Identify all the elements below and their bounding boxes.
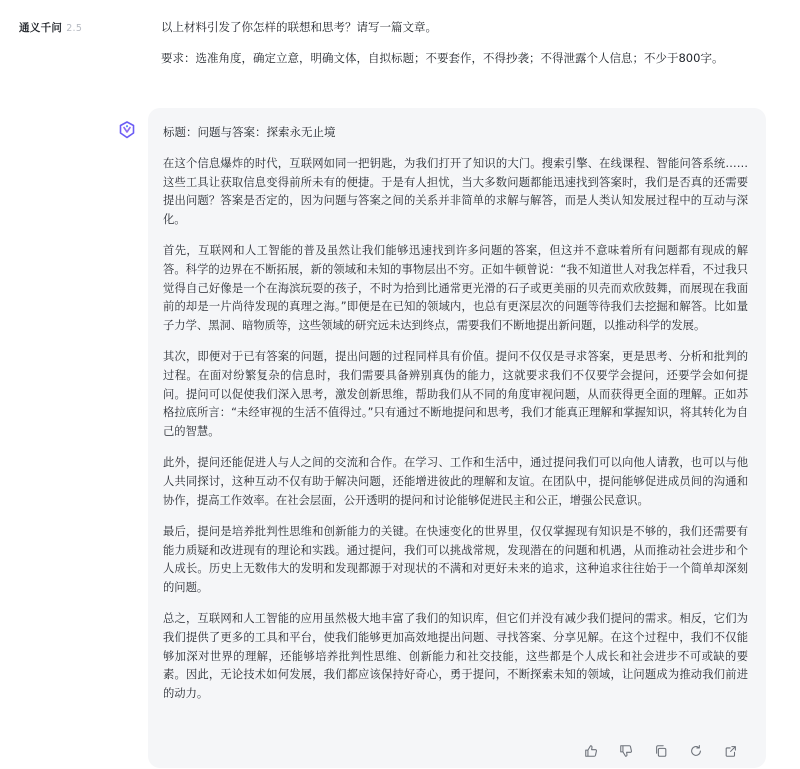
essay-paragraph: 在这个信息爆炸的时代，互联网如同一把钥匙，为我们打开了知识的大门。搜索引擎、在线课程、智能问答系统……这些工具让获取信息变得前所未有的便捷。于是有人担忧，当大多数问题都能迅速找到答案时，我们是否真的还需要提出问题？答案是否定的，因为问题与答案之间的关系并非简单的求解与解答，而是人类认知发展过程中的互动与深化。 (163, 157, 748, 226)
share-icon (724, 744, 738, 758)
user-message-requirements: 要求：选准角度，确定立意，明确文体，自拟标题；不要套作，不得抄袭；不得泄露个人信息；不少于800字。 (161, 51, 724, 65)
essay-paragraph: 总之，互联网和人工智能的应用虽然极大地丰富了我们的知识库，但它们并没有减少我们提问的需求。相反，它们为我们提供了更多的工具和平台，使我们能够更加高效地提出问题、寻找答案、分享见解。在这个过程中，我们不仅能够加深对世界的理解，还能够培养批判性思维、创新能力和社交技能，这些都是个人成长和社会进步不可或缺的要素。因此，无论技术如何发展，我们都应该保持好奇心，勇于提问，不断探索未知的领域，让问题成为推动我们前进的动力。 (163, 612, 748, 700)
essay-paragraph: 其次，即便对于已有答案的问题，提出问题的过程同样具有价值。提问不仅仅是寻求答案，更是思考、分析和批判的过程。在面对纷繁复杂的信息时，我们需要具备辨别真伪的能力，这就要求我们不仅要学会提问，还要学会如何提问。提问可以促使我们深入思考，激发创新思维，帮助我们从不同的角度审视问题，从而获得更全面的理解。正如苏格拉底所言：“未经审视的生活不值得过。”只有通过不断地提问和思考，我们才能真正理解和掌握知识，将其转化为自己的智慧。 (163, 350, 748, 438)
brand-version: 2.5 (66, 23, 83, 34)
essay-paragraph: 首先，互联网和人工智能的普及虽然让我们能够迅速找到许多问题的答案，但这并不意味着所有问题都有现成的解答。科学的边界在不断拓展，新的领域和未知的事物层出不穷。正如牛顿曾说：“我不知道世人对我怎样看，不过我只觉得自己好像是一个在海滨玩耍的孩子，不时为拾到比通常更光滑的石子或更美丽的贝壳而欢欣鼓舞，而展现在我面前的却是一片尚待发现的真理之海。”即便是在已知的领域内，也总有更深层次的问题等待我们去挖掘和解答。比如量子力学、黑洞、暗物质等，这些领域的研究远未达到终点，需要我们不断地提出新问题，以推动科学的发展。 (163, 244, 748, 332)
brand-name: 通义千问 (19, 22, 63, 34)
essay-title: 标题：问题与答案：探索永无止境 (163, 125, 336, 139)
regenerate-button[interactable] (689, 744, 703, 758)
regenerate-icon (689, 744, 703, 758)
thumbs-up-icon (584, 744, 598, 758)
dislike-button[interactable] (619, 744, 633, 758)
brand-logo[interactable] (19, 20, 82, 35)
share-button[interactable] (724, 744, 738, 758)
like-button[interactable] (584, 744, 598, 758)
assistant-message (148, 108, 766, 768)
copy-button[interactable] (654, 744, 668, 758)
essay-paragraph: 此外，提问还能促进人与人之间的交流和合作。在学习、工作和生活中，通过提问我们可以向他人请教，也可以与他人共同探讨，这种互动不仅有助于解决问题，还能增进彼此的理解和友谊。在团队中，提问能够促进成员间的沟通和协作，提高工作效率。在社会层面，公开透明的提问和讨论能够促进民主和公正，增强公民意识。 (163, 456, 748, 507)
message-actions (584, 744, 738, 758)
user-message (161, 18, 761, 80)
user-message-question: 以上材料引发了你怎样的联想和思考？请写一篇文章。 (161, 20, 437, 34)
copy-icon (654, 744, 668, 758)
essay-paragraph: 最后，提问是培养批判性思维和创新能力的关键。在快速变化的世界里，仅仅掌握现有知识是不够的，我们还需要有能力质疑和改进现有的理论和实践。通过提问，我们可以挑战常规，发现潜在的问题和机遇，从而推动社会进步和个人成长。历史上无数伟大的发明和发现都源于对现状的不满和对更好未来的追求，这种追求往往始于一个简单却深刻的问题。 (163, 525, 748, 594)
thumbs-down-icon (619, 744, 633, 758)
assistant-avatar-icon (117, 120, 137, 140)
